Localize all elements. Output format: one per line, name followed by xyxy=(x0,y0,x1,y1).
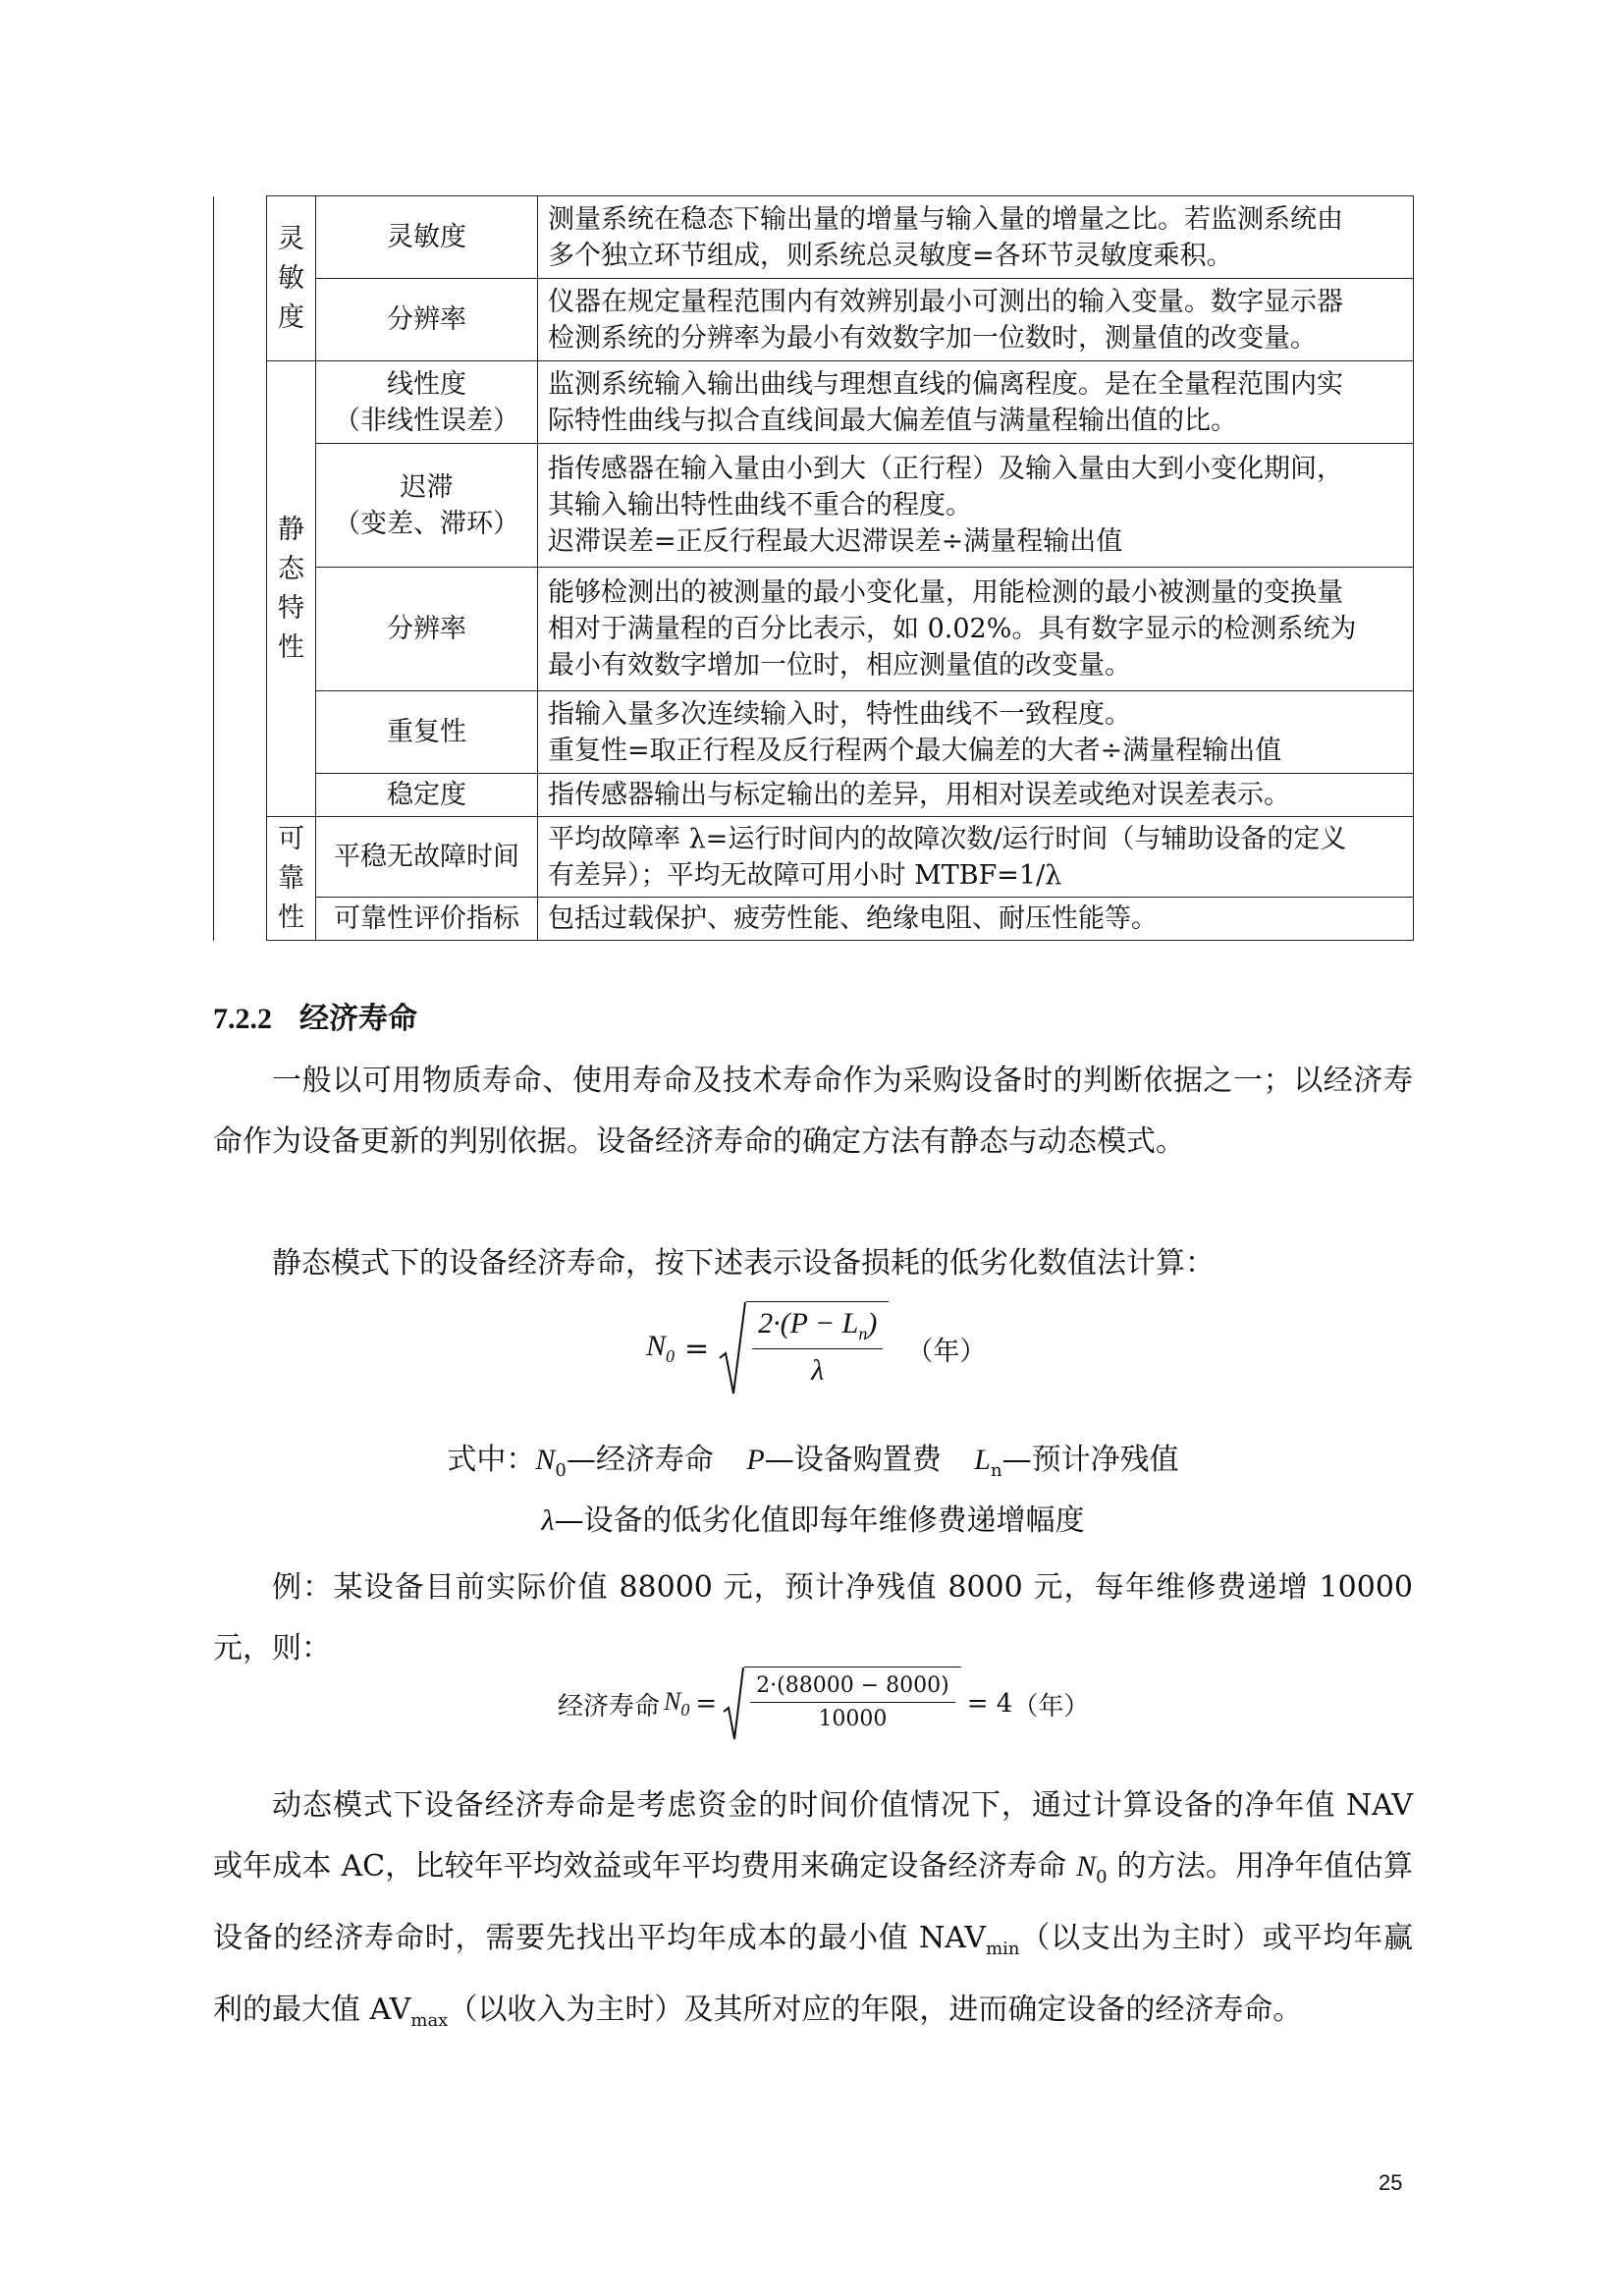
category-sensitivity xyxy=(267,196,316,361)
cell-line: 重复性 xyxy=(387,717,466,747)
cell-line: 指传感器输出与标定输出的差异，用相对误差或绝对误差表示。 xyxy=(548,780,1290,810)
item-cell xyxy=(316,361,538,444)
category-char: 度 xyxy=(278,301,304,333)
formula-example: 经济寿命 $N_0$ = $\frac{2\cdot(88000 - 8000)}{10000}$ = 4 （年） xyxy=(558,1667,1089,1741)
cell-line: 分辨率 xyxy=(387,614,466,644)
item-cell xyxy=(316,568,538,691)
formula-legend-lambda: λ—设备的低劣化值即每年维修费递增幅度 xyxy=(541,1503,1085,1538)
cell-line: 能够检测出的被测量的最小变化量，用能检测的最小被测量的变换量 xyxy=(548,577,1343,608)
cell-line: 最小有效数字增加一位时，相应测量值的改变量。 xyxy=(548,650,1131,681)
description-cell xyxy=(538,691,1414,774)
cell-line: 仪器在规定量程范围内有效辨别最小可测出的输入变量。数字显示器 xyxy=(548,286,1343,317)
cell-line: 监测系统输入输出曲线与理想直线的偏离程度。是在全量程范围内实 xyxy=(548,368,1343,400)
cell-line: 可靠性评价指标 xyxy=(334,903,519,934)
paragraph: 静态模式下的设备经济寿命，按下述表示设备损耗的低劣化数值法计算： xyxy=(272,1246,1215,1281)
cell-line: 稳定度 xyxy=(387,780,466,810)
table-outer-column xyxy=(214,196,267,941)
table-row xyxy=(214,817,1414,898)
paragraph-dynamic-mode: 动态模式下设备经济寿命是考虑资金的时间价值情况下，通过计算设备的净年值 NAV 或年成本 AC，比较年平均效益或年平均费用来确定设备经济寿命 $N_0$ 的方法。用净年值估算设备的经济寿命时，需要先找出平均年成本的最小值 $NAV_{min}$（以支出为主时）或平均年赢利的最大值 $AV_{max}$（以收入为主时）及其所对应的年限，进而确定设备的经济寿命。 xyxy=(213,1788,1414,2031)
item-cell xyxy=(316,196,538,279)
section-heading xyxy=(213,994,417,1037)
description-cell xyxy=(538,444,1414,568)
category-char: 性 xyxy=(278,902,304,933)
table-row xyxy=(214,898,1414,941)
category-char: 性 xyxy=(278,631,304,663)
cell-line: 际特性曲线与拟合直线间最大偏差值与满量程输出值的比。 xyxy=(548,405,1237,436)
category-char: 可 xyxy=(278,823,304,854)
category-char: 灵 xyxy=(278,223,304,254)
cell-line: 测量系统在稳态下输出量的增量与输入量的增量之比。若监测系统由 xyxy=(548,203,1343,235)
cell-line: 迟滞 xyxy=(400,471,454,503)
description-cell xyxy=(538,568,1414,691)
description-cell xyxy=(538,817,1414,898)
cell-line: 其输入输出特性曲线不重合的程度。 xyxy=(548,490,972,520)
cell-line: 平均故障率 λ=运行时间内的故障次数/运行时间（与辅助设备的定义 xyxy=(548,823,1347,854)
formula-numerator: $2\cdot(P - L_n)$ xyxy=(752,1306,883,1349)
section-title: 经济寿命 xyxy=(299,1003,417,1035)
cell-line: 线性度 xyxy=(387,368,466,400)
description-cell xyxy=(538,361,1414,444)
category-char: 态 xyxy=(278,553,304,584)
item-cell xyxy=(316,898,538,941)
description-cell xyxy=(538,774,1414,817)
paragraph: 一般以可用物质寿命、使用寿命及技术寿命作为采购设备时的判断依据之一；以经济寿命作为设备更新的判别依据。设备经济寿命的确定方法有静态与动态模式。 xyxy=(213,1064,1413,1159)
table-row xyxy=(214,774,1414,817)
cell-line: 指传感器在输入量由小到大（正行程）及输入量由大到小变化期间， xyxy=(548,454,1343,484)
category-char: 敏 xyxy=(278,262,304,294)
table-row xyxy=(214,361,1414,444)
item-cell xyxy=(316,444,538,568)
item-cell xyxy=(316,817,538,898)
cell-line: （非线性误差） xyxy=(334,405,519,436)
formula-lhs: $N_0$ xyxy=(646,1330,676,1366)
square-root xyxy=(723,1667,961,1741)
formula-label: 经济寿命 xyxy=(558,1691,661,1722)
cell-line: 多个独立环节组成，则系统总灵敏度=各环节灵敏度乘积。 xyxy=(548,240,1233,271)
section-number: 7.2.2 xyxy=(213,1003,272,1035)
description-cell xyxy=(538,279,1414,361)
table-row xyxy=(214,444,1414,568)
item-cell xyxy=(316,774,538,817)
item-cell xyxy=(316,279,538,361)
formula-denominator: 10000 xyxy=(818,1707,888,1731)
category-static xyxy=(267,361,316,817)
formula-numerator: 2·(88000 − 8000) xyxy=(750,1673,955,1703)
formula-lhs: $N_0$ xyxy=(664,1686,690,1721)
characteristics-table xyxy=(213,195,1414,941)
table-row xyxy=(214,691,1414,774)
cell-line: （变差、滞环） xyxy=(334,508,519,539)
cell-line: 重复性=取正行程及反行程两个最大偏差的大者÷满量程输出值 xyxy=(548,735,1282,766)
table-row xyxy=(214,279,1414,361)
cell-line: 平稳无故障时间 xyxy=(334,842,519,872)
table-row xyxy=(214,568,1414,691)
formula-unit: （年） xyxy=(1012,1691,1090,1722)
formula-unit: （年） xyxy=(906,1336,987,1367)
formula-static-life: $N_0$ = $\frac{2\cdot(P - L_n)}{\lambda}$ （年） xyxy=(646,1301,986,1395)
category-reliability xyxy=(267,817,316,941)
description-cell xyxy=(538,898,1414,941)
page-number: 25 xyxy=(1379,2170,1403,2195)
cell-line: 包括过载保护、疲劳性能、绝缘电阻、耐压性能等。 xyxy=(548,903,1158,934)
cell-line: 迟滞误差=正反行程最大迟滞误差÷满量程输出值 xyxy=(548,526,1123,557)
description-cell xyxy=(538,196,1414,279)
category-char: 特 xyxy=(278,592,304,624)
formula-denominator: λ xyxy=(811,1354,825,1387)
cell-line: 指输入量多次连续输入时，特性曲线不一致程度。 xyxy=(548,698,1131,730)
formula-legend: 式中：$N_0—$经济寿命 P—设备购置费 $L_n—$预计净残值 xyxy=(447,1443,1179,1481)
cell-line: 检测系统的分辨率为最小有效数字加一位数时，测量值的改变量。 xyxy=(548,322,1317,354)
cell-line: 相对于满量程的百分比表示，如 0.02%。具有数字显示的检测系统为 xyxy=(548,614,1357,644)
category-char: 靠 xyxy=(278,862,304,894)
cell-line: 分辨率 xyxy=(387,304,466,335)
formula-result: = 4 xyxy=(966,1689,1013,1719)
cell-line: 有差异）；平均无故障可用小时 MTBF=1/λ xyxy=(548,859,1062,891)
category-char: 静 xyxy=(278,514,304,545)
square-root xyxy=(719,1301,889,1395)
item-cell xyxy=(316,691,538,774)
table-row xyxy=(214,196,1414,279)
cell-line: 灵敏度 xyxy=(387,222,466,252)
example-paragraph: 例：某设备目前实际价值 88000 元，预计净残值 8000 元，每年维修费递增 10000 元，则： xyxy=(213,1570,1413,1666)
